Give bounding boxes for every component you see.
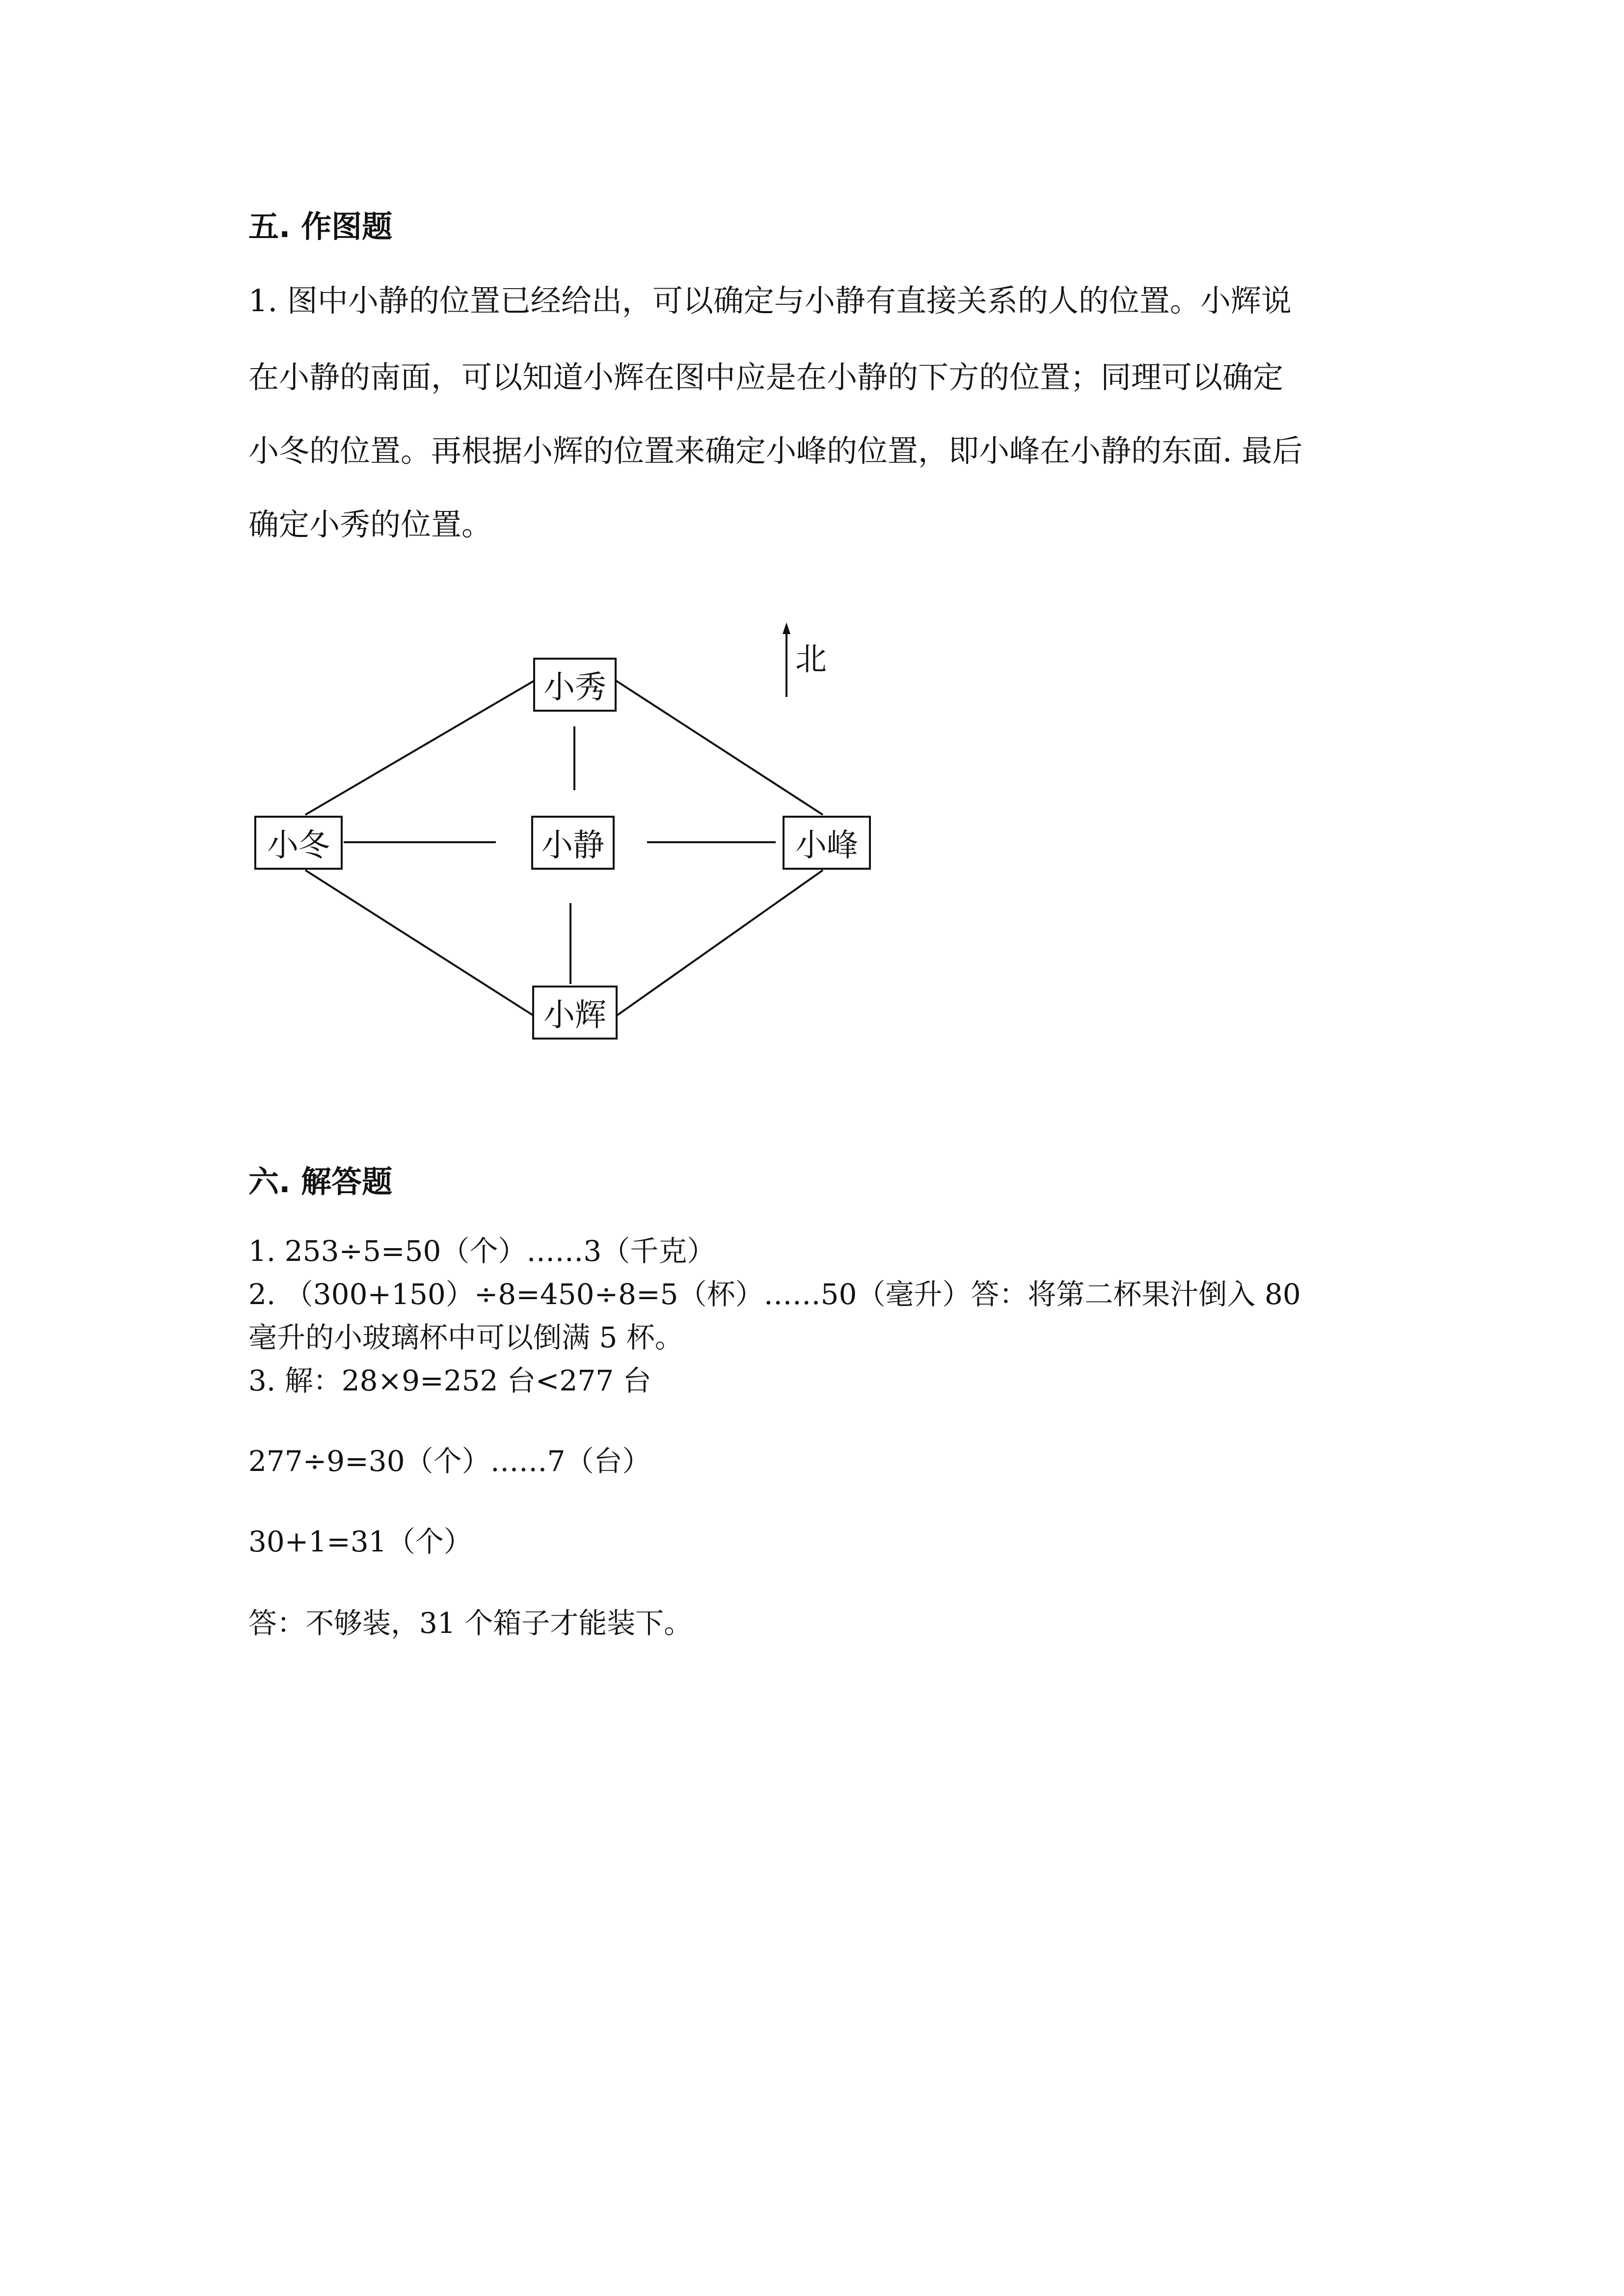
answer-2-line-2: 毫升的小玻璃杯中可以倒满 5 杯。 (248, 1321, 683, 1354)
position-diagram (245, 604, 893, 1070)
north-label: 北 (795, 641, 827, 678)
answer-3-line-3: 30+1=31（个） (248, 1525, 472, 1558)
node-xiaodong: 小冬 (254, 816, 343, 870)
edge-left-bottom (305, 870, 534, 1016)
edge-right-bottom (616, 870, 823, 1016)
north-arrow-head (783, 622, 790, 634)
answer-3-line-1: 3. 解：28×9=252 台<277 台 (248, 1364, 651, 1397)
section-5-line-4: 确定小秀的位置。 (248, 507, 492, 542)
node-xiaofeng: 小峰 (783, 816, 871, 870)
section-5-title: 五. 作图题 (248, 209, 393, 244)
node-xiaoxiu: 小秀 (533, 658, 617, 712)
node-xiaohui: 小辉 (532, 986, 618, 1040)
edge-top-left (305, 681, 534, 815)
edge-top-right (616, 681, 823, 815)
answer-1: 1. 253÷5=50（个）……3（千克） (248, 1234, 716, 1268)
answer-3-line-2: 277÷9=30（个）……7（台） (248, 1444, 651, 1478)
node-xiaojing: 小静 (531, 816, 615, 870)
section-6-title: 六. 解答题 (248, 1164, 393, 1200)
section-5-line-2: 在小静的南面，可以知道小辉在图中应是在小静的下方的位置；同理可以确定 (248, 359, 1284, 395)
answer-3-conclusion: 答：不够装，31 个箱子才能装下。 (248, 1606, 693, 1640)
section-5-line-1: 1. 图中小静的位置已经给出，可以确定与小静有直接关系的人的位置。小辉说 (248, 283, 1292, 319)
answer-2-line-1: 2. （300+150）÷8=450÷8=5（杯）……50（毫升）答：将第二杯果汁倒入 80 (248, 1278, 1301, 1311)
section-5-line-3: 小冬的位置。再根据小辉的位置来确定小峰的位置，即小峰在小静的东面. 最后 (248, 433, 1303, 469)
